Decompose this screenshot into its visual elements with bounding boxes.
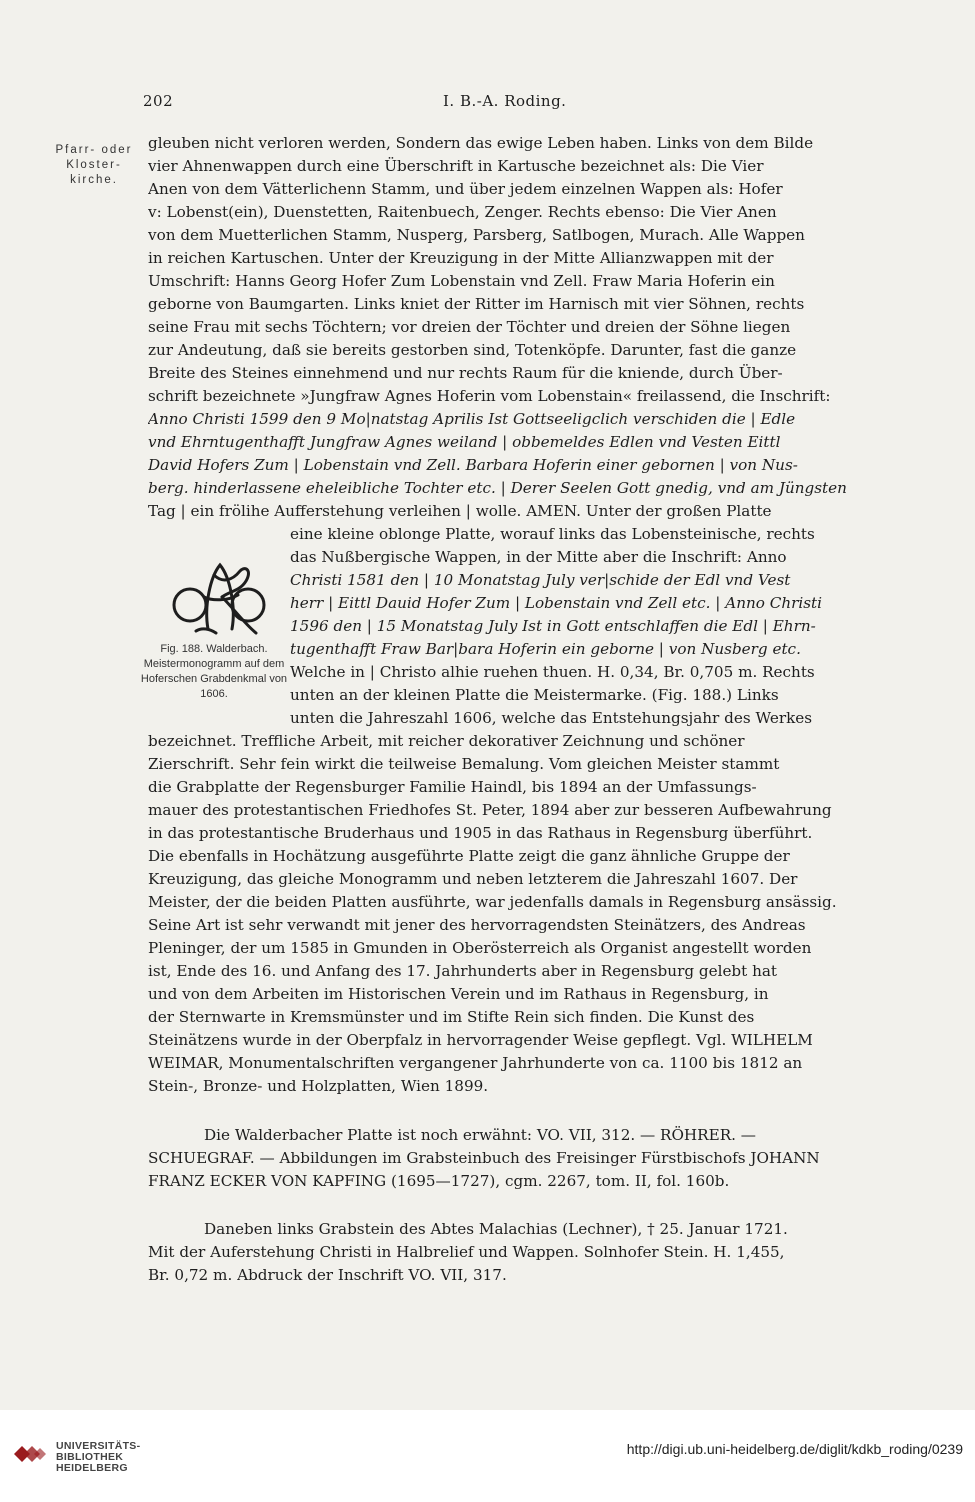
text-line: unten die Jahreszahl 1606, welche das Entstehungsjahr des Werkes xyxy=(290,709,813,727)
text-line: herr | Eittl Dauid Hofer Zum | Lobenstain vnd Zell etc. | Anno Christi xyxy=(290,594,823,612)
text-line: von dem Muetterlichen Stamm, Nusperg, Parsberg, Satlbogen, Murach. Alle Wappen xyxy=(148,226,805,244)
monogram-figure xyxy=(160,557,280,639)
page-url-link[interactable]: http://digi.ub.uni-heidelberg.de/diglit/kdkb_roding/0239 xyxy=(626,1441,963,1457)
text-line: vier Ahnenwappen durch eine Überschrift in Kartusche bezeichnet als: Die Vier xyxy=(148,157,764,175)
text-line: mauer des protestantischen Friedhofes St. Peter, 1894 aber zur besseren Aufbewahrung xyxy=(148,801,832,819)
text-line: unten an der kleinen Platte die Meistermarke. (Fig. 188.) Links xyxy=(290,686,779,704)
text-line: Anno Christi 1599 den 9 Mo|natstag Aprilis Ist Gottseeligclich verschiden die | Edle xyxy=(148,410,796,428)
text-line: schrift bezeichnete »Jungfraw Agnes Hoferin vom Lobenstain« freilassend, die Inschrift: xyxy=(148,387,831,405)
text-line: die Grabplatte der Regensburger Familie Haindl, bis 1894 an der Umfassungs- xyxy=(148,778,757,796)
text-line: Umschrift: Hanns Georg Hofer Zum Lobenstain vnd Zell. Fraw Maria Hoferin ein xyxy=(148,272,775,290)
text-line: SCHUEGRAF. — Abbildungen im Grabsteinbuch des Freisinger Fürstbischofs JOHANN xyxy=(148,1149,820,1167)
text-line: ist, Ende des 16. und Anfang des 17. Jahrhunderts aber in Regensburg gelebt hat xyxy=(148,962,778,980)
library-name: UNIVERSITÄTS- BIBLIOTHEK HEIDELBERG xyxy=(56,1440,141,1474)
text-line: Breite des Steines einnehmend und nur rechts Raum für die kniende, durch Über- xyxy=(148,364,783,382)
text-line: Steinätzens wurde in der Oberpfalz in hervorragender Weise gepflegt. Vgl. WILHELM xyxy=(148,1031,813,1049)
text-line: bezeichnet. Treffliche Arbeit, mit reicher dekorativer Zeichnung und schöner xyxy=(148,732,745,750)
text-line: Die Walderbacher Platte ist noch erwähnt: VO. VII, 312. — RÖHRER. — xyxy=(204,1126,756,1144)
text-line: Seine Art ist sehr verwandt mit jener des hervorragendsten Steinätzers, des Andreas xyxy=(148,916,806,934)
text-line: der Sternwarte in Kremsmünster und im Stifte Rein sich finden. Die Kunst des xyxy=(148,1008,755,1026)
text-line: das Nußbergische Wappen, in der Mitte aber die Inschrift: Anno xyxy=(290,548,787,566)
text-line: eine kleine oblonge Platte, worauf links das Lobensteinische, rechts xyxy=(290,525,815,543)
text-line: WEIMAR, Monumentalschriften vergangener Jahrhunderte von ca. 1100 bis 1812 an xyxy=(148,1054,803,1072)
text-line: Meister, der die beiden Platten ausführte, war jedenfalls damals in Regensburg ansässig. xyxy=(148,893,837,911)
text-line: in reichen Kartuschen. Unter der Kreuzigung in der Mitte Allianzwappen mit der xyxy=(148,249,774,267)
text-line: berg. hinderlassene eheleibliche Tochter etc. | Derer Seelen Gott gnedig, vnd am Jüngsten xyxy=(148,479,847,497)
text-line: Kreuzigung, das gleiche Monogramm und neben letzterem die Jahreszahl 1607. Der xyxy=(148,870,798,888)
text-line: in das protestantische Bruderhaus und 1905 in das Rathaus in Regensburg überführt. xyxy=(148,824,813,842)
text-line: Br. 0,72 m. Abdruck der Inschrift VO. VII, 317. xyxy=(148,1266,507,1284)
text-line: geborne von Baumgarten. Links kniet der Ritter im Harnisch mit vier Söhnen, rechts xyxy=(148,295,805,313)
text-line: Die ebenfalls in Hochätzung ausgeführte Platte zeigt die ganz ähnliche Gruppe der xyxy=(148,847,790,865)
text-line: Welche in | Christo alhie ruehen thuen. H. 0,34, Br. 0,705 m. Rechts xyxy=(290,663,815,681)
viewer-footer xyxy=(0,1410,975,1502)
text-line: Stein-, Bronze- und Holzplatten, Wien 1899. xyxy=(148,1077,489,1095)
text-line: Zierschrift. Sehr fein wirkt die teilweise Bemalung. Vom gleichen Meister stammt xyxy=(148,755,780,773)
text-line: vnd Ehrntugenthafft Jungfraw Agnes weiland | obbemeldes Edlen vnd Vesten Eittl xyxy=(148,433,781,451)
text-line: Pleninger, der um 1585 in Gmunden in Oberösterreich als Organist angestellt worden xyxy=(148,939,812,957)
page-number: 202 xyxy=(143,92,174,110)
text-line: zur Andeutung, daß sie bereits gestorben sind, Totenköpfe. Darunter, fast die ganze xyxy=(148,341,797,359)
library-logo-icon xyxy=(10,1435,48,1477)
margin-note: Pfarr- oder Kloster- kirche. xyxy=(55,144,133,186)
text-line: FRANZ ECKER VON KAPFING (1695—1727), cgm. 2267, tom. II, fol. 160b. xyxy=(148,1172,730,1190)
text-line: tugenthafft Fraw Bar|bara Hoferin ein geborne | von Nusberg etc. xyxy=(290,640,801,658)
text-line: Daneben links Grabstein des Abtes Malachias (Lechner), † 25. Januar 1721. xyxy=(204,1220,788,1238)
text-line: Christi 1581 den | 10 Monatstag July ver|schide der Edl vnd Vest xyxy=(290,571,791,589)
text-line: David Hofers Zum | Lobenstain vnd Zell. Barbara Hoferin einer gebornen | von Nus- xyxy=(148,456,798,474)
text-line: v: Lobenst(ein), Duenstetten, Raitenbuech, Zenger. Rechts ebenso: Die Vier Anen xyxy=(148,203,777,221)
text-line: seine Frau mit sechs Töchtern; vor dreien der Töchter und dreien der Söhne liegen xyxy=(148,318,791,336)
figure-caption: Fig. 188. Walderbach. Meistermonogramm auf dem Hoferschen Grabdenkmal von 1606. xyxy=(140,643,288,700)
running-title: I. B.-A. Roding. xyxy=(443,92,567,110)
text-line: Mit der Auferstehung Christi in Halbrelief und Wappen. Solnhofer Stein. H. 1,455, xyxy=(148,1243,785,1261)
text-line: Tag | ein frölihe Aufferstehung verleihen | wolle. AMEN. Unter der großen Platte xyxy=(148,502,772,520)
text-line: und von dem Arbeiten im Historischen Verein und im Rathaus in Regensburg, in xyxy=(148,985,769,1003)
text-line: gleuben nicht verloren werden, Sondern das ewige Leben haben. Links von dem Bilde xyxy=(148,134,814,152)
text-line: 1596 den | 15 Monatstag July Ist in Gott entschlaffen die Edl | Ehrn- xyxy=(290,617,816,635)
text-line: Anen von dem Vätterlichenn Stamm, und über jedem einzelnen Wappen als: Hofer xyxy=(148,180,783,198)
